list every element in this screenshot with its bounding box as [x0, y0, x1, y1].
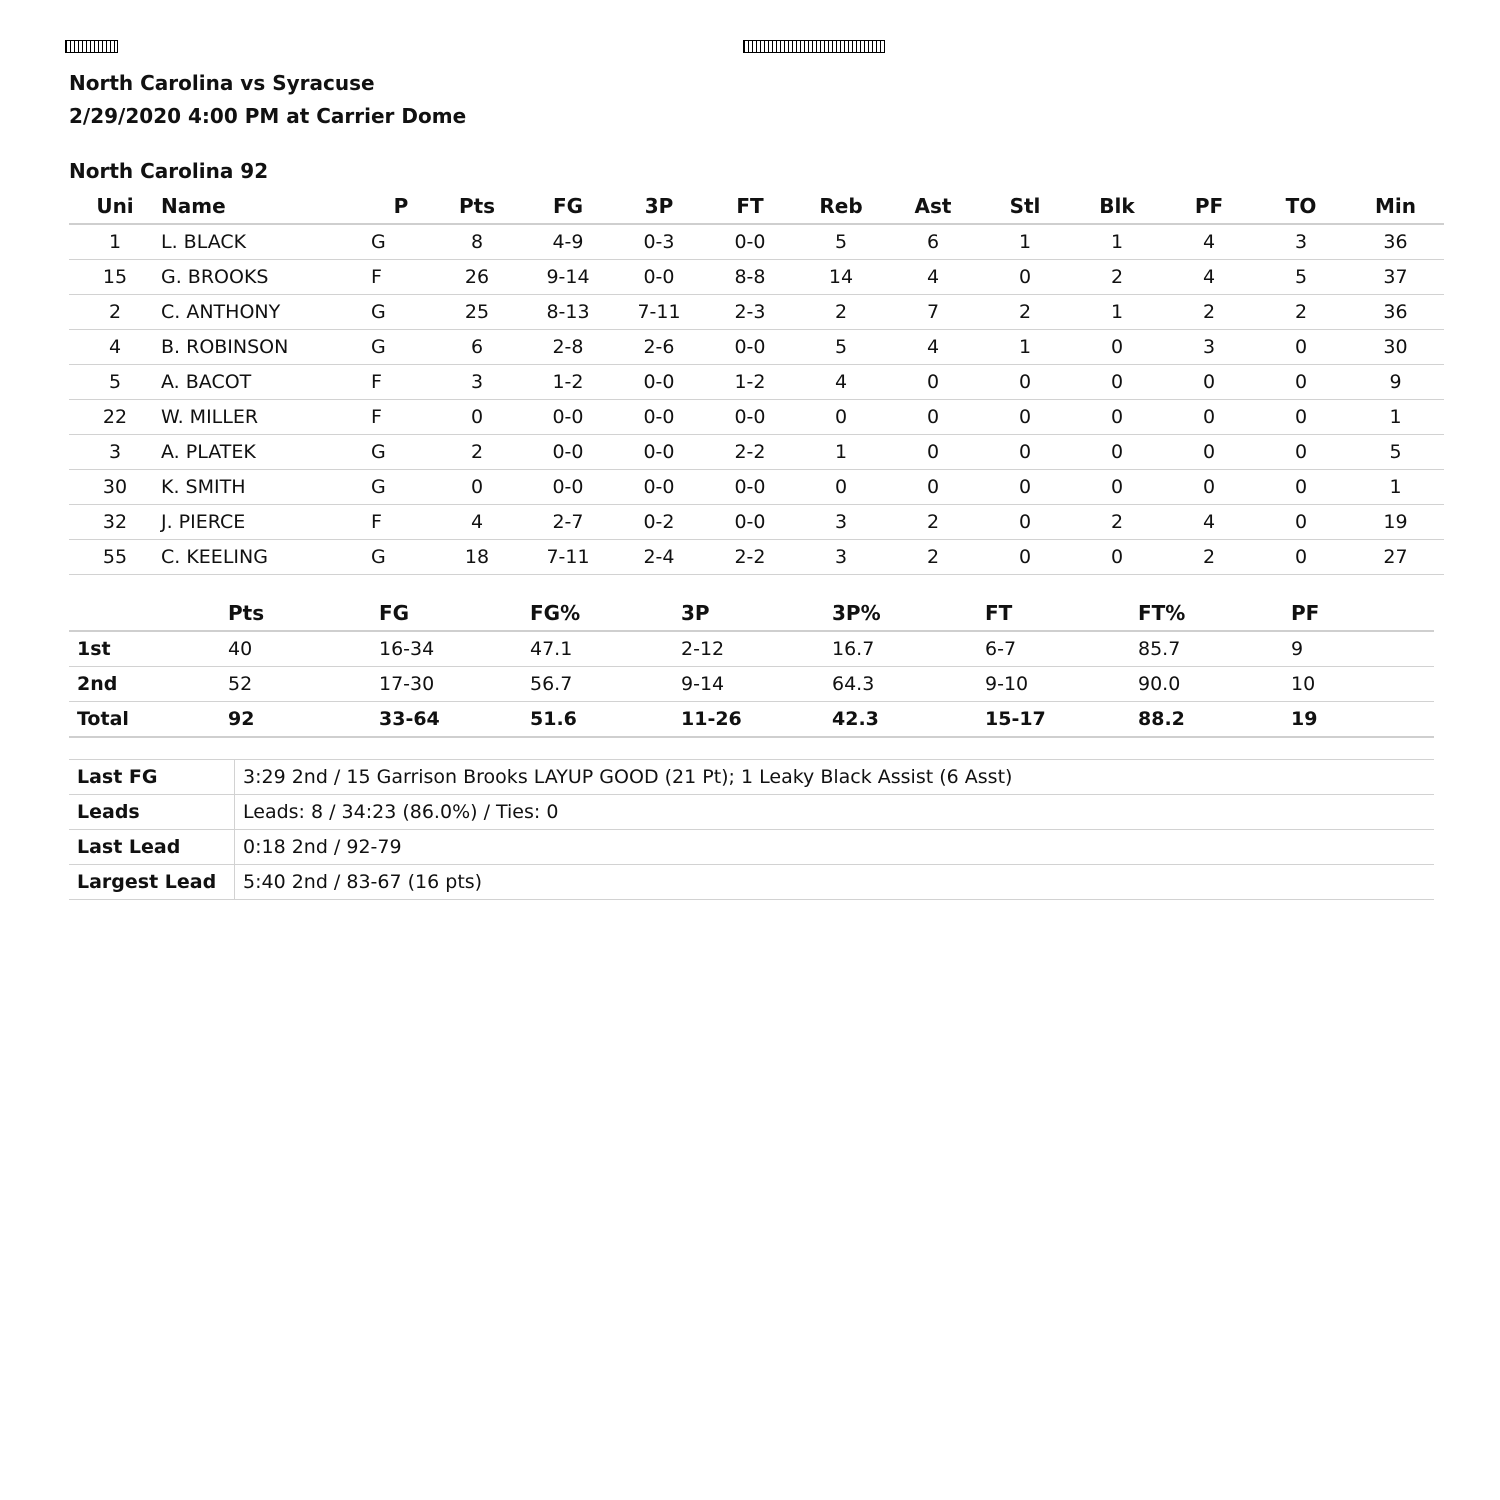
player-row: [69, 295, 1444, 330]
player-row: [69, 540, 1444, 575]
player-cell: 0-0: [705, 330, 795, 365]
player-cell: 0: [431, 400, 523, 435]
player-cell: 5: [795, 330, 887, 365]
player-cell: 0-0: [613, 365, 705, 400]
period-cell: 16-34: [371, 631, 522, 667]
player-cell: 0: [1071, 470, 1163, 505]
player-cell: 0-0: [705, 400, 795, 435]
player-cell: 8-8: [705, 260, 795, 295]
player-cell: 0: [979, 260, 1071, 295]
player-cell: 0: [1163, 400, 1255, 435]
player-cell: 2: [1071, 505, 1163, 540]
period-cell: 19: [1283, 702, 1434, 738]
player-cell: B. ROBINSON: [161, 330, 371, 365]
fact-row: [69, 830, 1434, 865]
player-cell: 0: [887, 470, 979, 505]
period-cell: 52: [220, 667, 371, 702]
player-row: [69, 224, 1444, 260]
player-cell: 14: [795, 260, 887, 295]
period-cell: 2-12: [673, 631, 824, 667]
player-cell: 2-8: [523, 330, 613, 365]
player-cell: 0: [1255, 470, 1347, 505]
player-cell: G: [371, 435, 431, 470]
player-cell: 2-3: [705, 295, 795, 330]
player-cell: 3: [431, 365, 523, 400]
player-cell: F: [371, 260, 431, 295]
player-cell: 0: [795, 470, 887, 505]
player-cell: 0: [979, 470, 1071, 505]
player-cell: 19: [1347, 505, 1444, 540]
player-cell: 4: [1163, 260, 1255, 295]
period-cell: 9: [1283, 631, 1434, 667]
period-cell: 56.7: [522, 667, 673, 702]
player-cell: 0: [795, 400, 887, 435]
fact-value: 5:40 2nd / 83-67 (16 pts): [235, 865, 1435, 900]
header-glyph-strip-left: [65, 40, 118, 53]
period-row: [69, 667, 1434, 702]
player-cell: 0: [887, 365, 979, 400]
player-col-header: FT: [705, 188, 795, 224]
player-cell: 0-0: [613, 400, 705, 435]
player-col-header: Uni: [69, 188, 161, 224]
player-cell: 55: [69, 540, 161, 575]
player-cell: 0: [887, 400, 979, 435]
player-cell: G: [371, 295, 431, 330]
player-cell: 27: [1347, 540, 1444, 575]
player-cell: 2: [1255, 295, 1347, 330]
player-cell: 0: [1255, 505, 1347, 540]
player-cell: 2-6: [613, 330, 705, 365]
player-cell: 0-0: [523, 435, 613, 470]
player-cell: 0: [1071, 435, 1163, 470]
player-row: [69, 470, 1444, 505]
player-cell: 2: [1071, 260, 1163, 295]
player-cell: K. SMITH: [161, 470, 371, 505]
player-cell: G: [371, 540, 431, 575]
player-cell: 1: [1071, 224, 1163, 260]
player-cell: 0: [1255, 365, 1347, 400]
player-cell: 4: [69, 330, 161, 365]
player-cell: 2-2: [705, 540, 795, 575]
player-cell: 32: [69, 505, 161, 540]
player-cell: G: [371, 470, 431, 505]
player-cell: 3: [795, 505, 887, 540]
period-col-header: FG: [371, 595, 522, 631]
player-cell: L. BLACK: [161, 224, 371, 260]
player-cell: 0: [1255, 435, 1347, 470]
player-cell: 5: [69, 365, 161, 400]
player-cell: 0: [979, 365, 1071, 400]
player-cell: 0: [979, 435, 1071, 470]
player-row: [69, 365, 1444, 400]
period-cell: 11-26: [673, 702, 824, 738]
player-col-header: Blk: [1071, 188, 1163, 224]
player-col-header: Ast: [887, 188, 979, 224]
player-cell: 2: [1163, 295, 1255, 330]
player-cell: 0-3: [613, 224, 705, 260]
player-cell: F: [371, 365, 431, 400]
player-cell: 22: [69, 400, 161, 435]
player-cell: 26: [431, 260, 523, 295]
player-cell: 0-0: [705, 224, 795, 260]
player-cell: 0: [1071, 400, 1163, 435]
fact-label: Leads: [69, 795, 235, 830]
player-col-header: Min: [1347, 188, 1444, 224]
player-cell: 2-2: [705, 435, 795, 470]
period-cell: 9-10: [977, 667, 1130, 702]
player-cell: C. KEELING: [161, 540, 371, 575]
player-row: [69, 505, 1444, 540]
player-cell: 5: [1255, 260, 1347, 295]
player-cell: 3: [1163, 330, 1255, 365]
player-cell: 4: [1163, 505, 1255, 540]
team-score: North Carolina 92: [69, 159, 269, 183]
player-col-header: TO: [1255, 188, 1347, 224]
fact-row: [69, 865, 1434, 900]
player-row: [69, 435, 1444, 470]
player-cell: 8-13: [523, 295, 613, 330]
player-col-header: FG: [523, 188, 613, 224]
fact-label: Last FG: [69, 760, 235, 795]
player-cell: 0-0: [705, 505, 795, 540]
player-cell: 1: [1347, 400, 1444, 435]
period-row: [69, 631, 1434, 667]
player-cell: 0: [1071, 330, 1163, 365]
player-cell: 2-4: [613, 540, 705, 575]
player-cell: 0: [1255, 540, 1347, 575]
player-cell: 1: [979, 330, 1071, 365]
player-cell: 4-9: [523, 224, 613, 260]
player-cell: 0-0: [613, 470, 705, 505]
player-cell: G: [371, 224, 431, 260]
player-cell: 0: [1255, 330, 1347, 365]
player-cell: 2: [887, 540, 979, 575]
player-cell: 4: [1163, 224, 1255, 260]
player-cell: 0: [979, 400, 1071, 435]
period-cell: 16.7: [824, 631, 977, 667]
player-cell: F: [371, 505, 431, 540]
period-col-header: 3P: [673, 595, 824, 631]
player-cell: 2: [1163, 540, 1255, 575]
player-cell: 25: [431, 295, 523, 330]
player-cell: 0-0: [613, 435, 705, 470]
period-row: [69, 702, 1434, 738]
player-cell: 4: [887, 260, 979, 295]
player-cell: 0: [1163, 365, 1255, 400]
player-cell: 2-7: [523, 505, 613, 540]
player-col-header: Name: [161, 188, 371, 224]
period-cell: 9-14: [673, 667, 824, 702]
game-info: 2/29/2020 4:00 PM at Carrier Dome: [69, 104, 467, 128]
period-col-header: 3P%: [824, 595, 977, 631]
player-col-header: Reb: [795, 188, 887, 224]
player-cell: G: [371, 330, 431, 365]
period-col-header: Pts: [220, 595, 371, 631]
player-cell: 1-2: [523, 365, 613, 400]
period-row-label: Total: [69, 702, 220, 738]
player-cell: 5: [1347, 435, 1444, 470]
period-cell: 17-30: [371, 667, 522, 702]
player-cell: 0: [1071, 540, 1163, 575]
period-col-header: FT%: [1130, 595, 1283, 631]
player-cell: 2: [69, 295, 161, 330]
player-cell: 0: [431, 470, 523, 505]
player-cell: 0: [1163, 470, 1255, 505]
player-table-header: [69, 188, 1444, 224]
player-col-header: 3P: [613, 188, 705, 224]
game-facts-table: [69, 759, 1434, 900]
player-cell: 0: [887, 435, 979, 470]
player-cell: 36: [1347, 295, 1444, 330]
player-row: [69, 330, 1444, 365]
player-cell: 6: [431, 330, 523, 365]
game-title: North Carolina vs Syracuse: [69, 71, 375, 95]
period-col-header: PF: [1283, 595, 1434, 631]
period-summary-table: [69, 595, 1434, 738]
player-cell: 18: [431, 540, 523, 575]
player-cell: 0: [1255, 400, 1347, 435]
period-cell: 64.3: [824, 667, 977, 702]
player-cell: 9: [1347, 365, 1444, 400]
fact-value: 3:29 2nd / 15 Garrison Brooks LAYUP GOOD (21 Pt); 1 Leaky Black Assist (6 Asst): [235, 760, 1435, 795]
fact-row: [69, 795, 1434, 830]
player-cell: 3: [1255, 224, 1347, 260]
period-cell: 85.7: [1130, 631, 1283, 667]
player-cell: F: [371, 400, 431, 435]
player-cell: 7-11: [523, 540, 613, 575]
player-row: [69, 400, 1444, 435]
period-cell: 90.0: [1130, 667, 1283, 702]
player-col-header: Stl: [979, 188, 1071, 224]
player-cell: C. ANTHONY: [161, 295, 371, 330]
player-cell: 2: [979, 295, 1071, 330]
player-col-header: P: [371, 188, 431, 224]
fact-label: Largest Lead: [69, 865, 235, 900]
player-cell: 1: [69, 224, 161, 260]
player-cell: 2: [431, 435, 523, 470]
player-cell: 0: [979, 540, 1071, 575]
player-cell: 30: [1347, 330, 1444, 365]
fact-value: Leads: 8 / 34:23 (86.0%) / Ties: 0: [235, 795, 1435, 830]
period-col-header: FT: [977, 595, 1130, 631]
period-row-label: 1st: [69, 631, 220, 667]
player-cell: 0-0: [523, 470, 613, 505]
player-cell: 1: [1347, 470, 1444, 505]
player-cell: 6: [887, 224, 979, 260]
player-cell: 3: [69, 435, 161, 470]
player-cell: 1-2: [705, 365, 795, 400]
player-cell: 2: [795, 295, 887, 330]
player-stats-table: [69, 188, 1444, 575]
period-cell: 10: [1283, 667, 1434, 702]
header-glyph-strip-right: [743, 40, 885, 53]
fact-value: 0:18 2nd / 92-79: [235, 830, 1435, 865]
period-cell: 42.3: [824, 702, 977, 738]
period-cell: 40: [220, 631, 371, 667]
player-cell: 0-0: [613, 260, 705, 295]
player-cell: 0: [1071, 365, 1163, 400]
player-col-header: PF: [1163, 188, 1255, 224]
period-cell: 15-17: [977, 702, 1130, 738]
player-cell: 0-0: [705, 470, 795, 505]
player-cell: W. MILLER: [161, 400, 371, 435]
player-row: [69, 260, 1444, 295]
player-cell: 30: [69, 470, 161, 505]
player-cell: 1: [1071, 295, 1163, 330]
period-cell: 51.6: [522, 702, 673, 738]
player-cell: 0-0: [523, 400, 613, 435]
player-cell: 4: [887, 330, 979, 365]
player-cell: 5: [795, 224, 887, 260]
player-cell: 1: [979, 224, 1071, 260]
player-cell: 4: [431, 505, 523, 540]
player-cell: 2: [887, 505, 979, 540]
player-cell: 36: [1347, 224, 1444, 260]
player-cell: 8: [431, 224, 523, 260]
period-cell: 92: [220, 702, 371, 738]
player-cell: 15: [69, 260, 161, 295]
player-cell: 7: [887, 295, 979, 330]
period-table-header: [69, 595, 1434, 631]
player-cell: 7-11: [613, 295, 705, 330]
player-cell: 0: [1163, 435, 1255, 470]
period-col-header: [69, 595, 220, 631]
fact-row: [69, 760, 1434, 795]
player-cell: A. BACOT: [161, 365, 371, 400]
period-cell: 47.1: [522, 631, 673, 667]
player-cell: 4: [795, 365, 887, 400]
player-cell: G. BROOKS: [161, 260, 371, 295]
period-row-label: 2nd: [69, 667, 220, 702]
fact-label: Last Lead: [69, 830, 235, 865]
player-cell: 0: [979, 505, 1071, 540]
player-cell: J. PIERCE: [161, 505, 371, 540]
period-cell: 33-64: [371, 702, 522, 738]
player-cell: 37: [1347, 260, 1444, 295]
period-cell: 6-7: [977, 631, 1130, 667]
player-col-header: Pts: [431, 188, 523, 224]
player-cell: A. PLATEK: [161, 435, 371, 470]
player-cell: 9-14: [523, 260, 613, 295]
player-cell: 1: [795, 435, 887, 470]
period-col-header: FG%: [522, 595, 673, 631]
player-cell: 0-2: [613, 505, 705, 540]
player-cell: 3: [795, 540, 887, 575]
period-cell: 88.2: [1130, 702, 1283, 738]
